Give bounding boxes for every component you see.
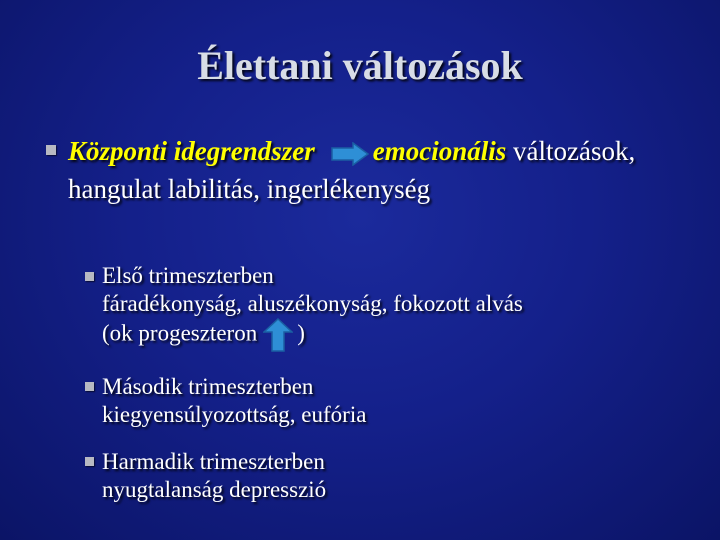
main-bullet-text bbox=[68, 132, 708, 208]
sub-item-second-trimester bbox=[102, 373, 702, 429]
sub-item-third-trimester bbox=[102, 448, 702, 504]
square-bullet-icon bbox=[85, 272, 94, 281]
highlight-term: Központi idegrendszer bbox=[68, 136, 315, 166]
sub-detail: kiegyensúlyozottság, eufória bbox=[102, 402, 367, 427]
square-bullet-icon bbox=[85, 457, 94, 466]
right-arrow-icon bbox=[331, 142, 369, 166]
sub-heading: Első trimeszterben bbox=[102, 263, 274, 288]
up-arrow-icon bbox=[263, 318, 293, 352]
sub-detail: fáradékonyság, aluszékonyság, fokozott alvás bbox=[102, 291, 523, 316]
sub-heading: Harmadik trimeszterben bbox=[102, 449, 325, 474]
sub-item-first-trimester bbox=[102, 262, 702, 352]
slide-title: Élettani változások bbox=[197, 43, 523, 88]
cause-close: ) bbox=[297, 320, 305, 346]
square-bullet-icon bbox=[46, 145, 56, 155]
square-bullet-icon bbox=[85, 382, 94, 391]
cause-text: (ok progeszteron bbox=[102, 320, 258, 346]
sub-detail-cause bbox=[102, 318, 702, 352]
highlight-term-2: emocionális bbox=[372, 136, 507, 166]
main-continuation: változások, hangulat labilitás, ingerlékenység bbox=[68, 136, 636, 204]
sub-detail: nyugtalanság depresszió bbox=[102, 477, 327, 502]
sub-heading: Második trimeszterben bbox=[102, 374, 314, 399]
